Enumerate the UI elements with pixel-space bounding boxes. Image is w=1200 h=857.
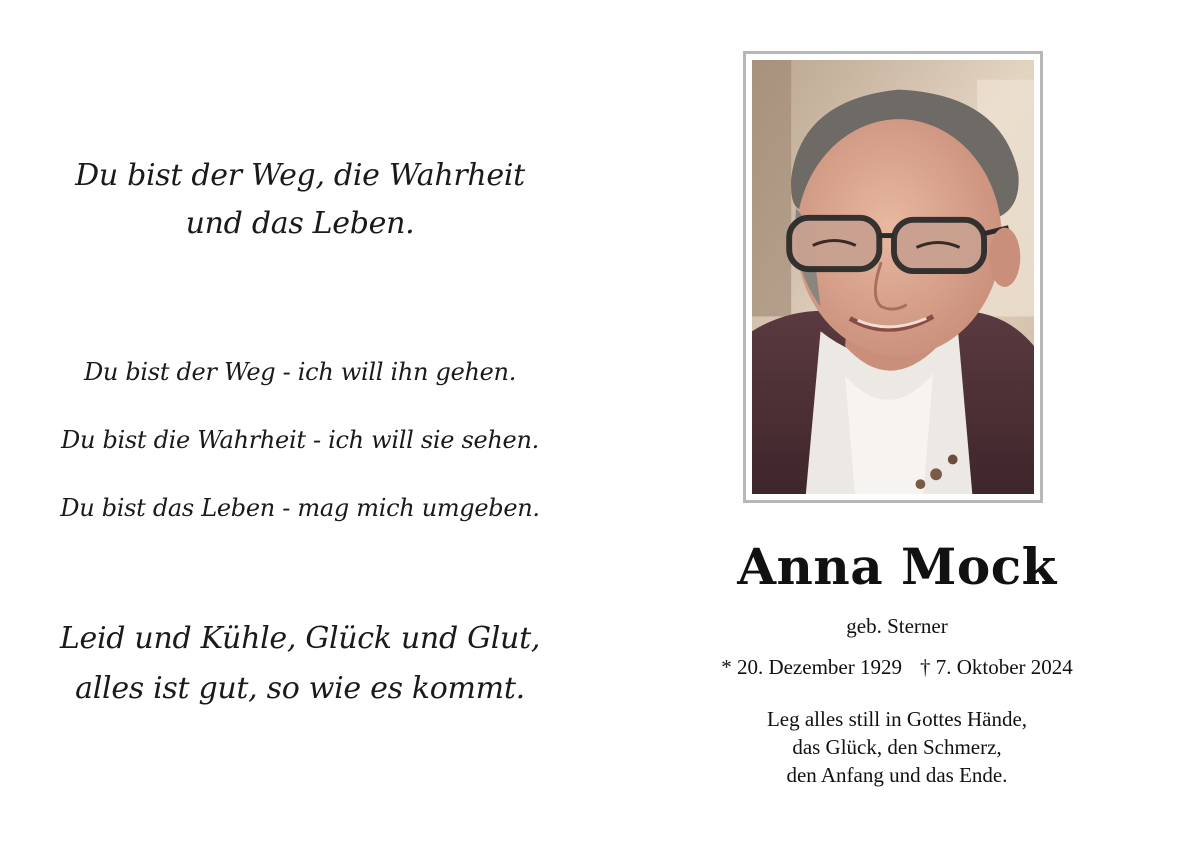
- verse-line: Du bist die Wahrheit - ich will sie sehen.: [61, 426, 539, 454]
- verse-line: Du bist das Leben - mag mich umgeben.: [60, 494, 540, 522]
- right-page: [600, 0, 1200, 857]
- death-date: † 7. Oktober 2024: [919, 655, 1073, 679]
- deceased-name: Anna Mock: [737, 537, 1057, 596]
- maiden-name: geb. Sterner: [846, 614, 948, 638]
- closing-verse: [600, 705, 1194, 789]
- closing-line: das Glück, den Schmerz,: [792, 735, 1002, 759]
- portrait-photo: [752, 60, 1034, 494]
- verse-line: Du bist der Weg, die Wahrheit: [75, 158, 525, 193]
- closing-line: Leg alles still in Gottes Hände,: [766, 707, 1028, 731]
- verse-line: Leid und Kühle, Glück und Glut,: [59, 621, 541, 656]
- verse-line: alles ist gut, so wie es kommt.: [75, 671, 525, 706]
- closing-line: den Anfang und das Ende.: [786, 763, 1008, 787]
- verse-bottom: [0, 614, 600, 714]
- verse-title: [0, 152, 600, 248]
- birth-date: * 20. Dezember 1929: [721, 655, 902, 679]
- photo-frame: [743, 51, 1043, 503]
- verse-line: und das Leben.: [185, 206, 415, 241]
- verse-line: Du bist der Weg - ich will ihn gehen.: [83, 358, 517, 386]
- verse-middle: [0, 338, 600, 542]
- life-dates: [600, 653, 1194, 681]
